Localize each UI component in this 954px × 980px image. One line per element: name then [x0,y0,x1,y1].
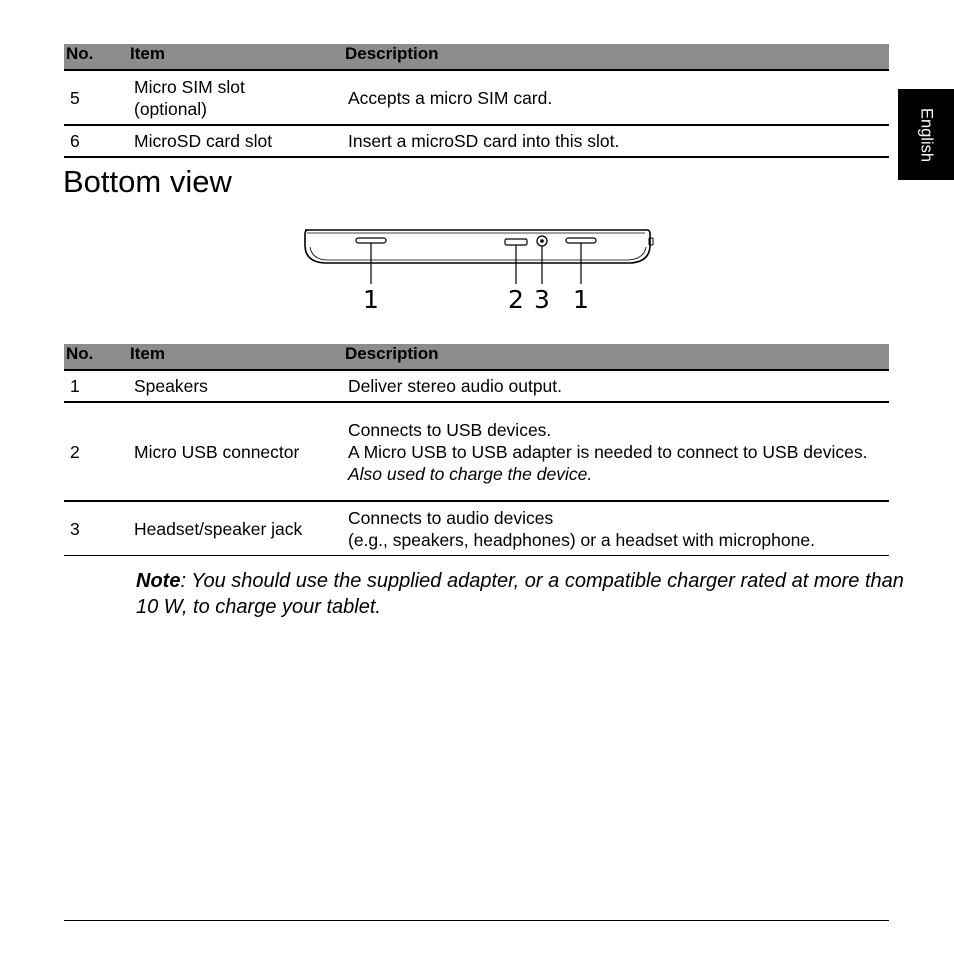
table-row [64,71,889,126]
row-number: 1 [70,376,80,396]
micro-usb-port-icon [505,239,527,245]
footer-divider [64,920,889,921]
callout-speakers-right: 1 [573,285,589,314]
row-item: Speakers [134,376,208,396]
row-description [348,403,883,500]
ports-table-top [64,44,889,158]
table-row [64,371,889,403]
row-item: Headset/speaker jack [134,518,303,539]
row-item: Micro USB connector [134,441,300,462]
callout-speakers-left: 1 [363,285,379,314]
row-number: 6 [70,131,80,151]
language-tab-label: English [917,107,936,162]
header-item: Item [130,44,165,63]
table-row [64,502,889,556]
description-line: A Micro USB to USB adapter is needed to connect to USB devices. [348,441,868,462]
speaker-grille-right-icon [566,238,596,243]
language-tab [898,89,954,180]
description-note: Also used to charge the device. [348,463,593,484]
table-row [64,403,889,502]
ports-table-bottom [64,344,889,556]
note-text: : You should use the supplied adapter, or a compatible charger rated at more than 10 W, to charge your tablet. [136,570,904,618]
row-description: Accepts a micro SIM card. [348,87,553,108]
header-item: Item [130,344,165,363]
row-item-line: (optional) [134,98,207,119]
row-number: 3 [70,518,80,539]
description-line: (e.g., speakers, headphones) or a headset with microphone. [348,529,815,550]
description-line: Connects to USB devices. [348,419,552,440]
tablet-body-outline [305,230,653,263]
description-line: Connects to audio devices [348,507,554,528]
table-header [64,344,889,371]
row-item-line: Micro SIM slot [134,76,245,97]
header-description: Description [345,44,439,63]
note-label: Note [136,570,181,592]
row-number: 5 [70,87,80,108]
header-no: No. [66,44,94,63]
section-title: Bottom view [63,164,232,199]
row-description: Deliver stereo audio output. [348,376,563,396]
row-description: Insert a microSD card into this slot. [348,131,620,151]
table-row [64,126,889,158]
tablet-bottom-view-diagram [300,226,656,318]
row-item: MicroSD card slot [134,131,273,151]
charging-note [136,568,906,620]
header-no: No. [66,344,94,363]
row-item [134,71,334,124]
row-description [348,502,883,555]
speaker-grille-left-icon [356,238,386,243]
callout-usb: 2 [508,285,524,314]
table-header [64,44,889,71]
row-number: 2 [70,441,80,462]
callout-jack: 3 [534,285,550,314]
header-description: Description [345,344,439,363]
